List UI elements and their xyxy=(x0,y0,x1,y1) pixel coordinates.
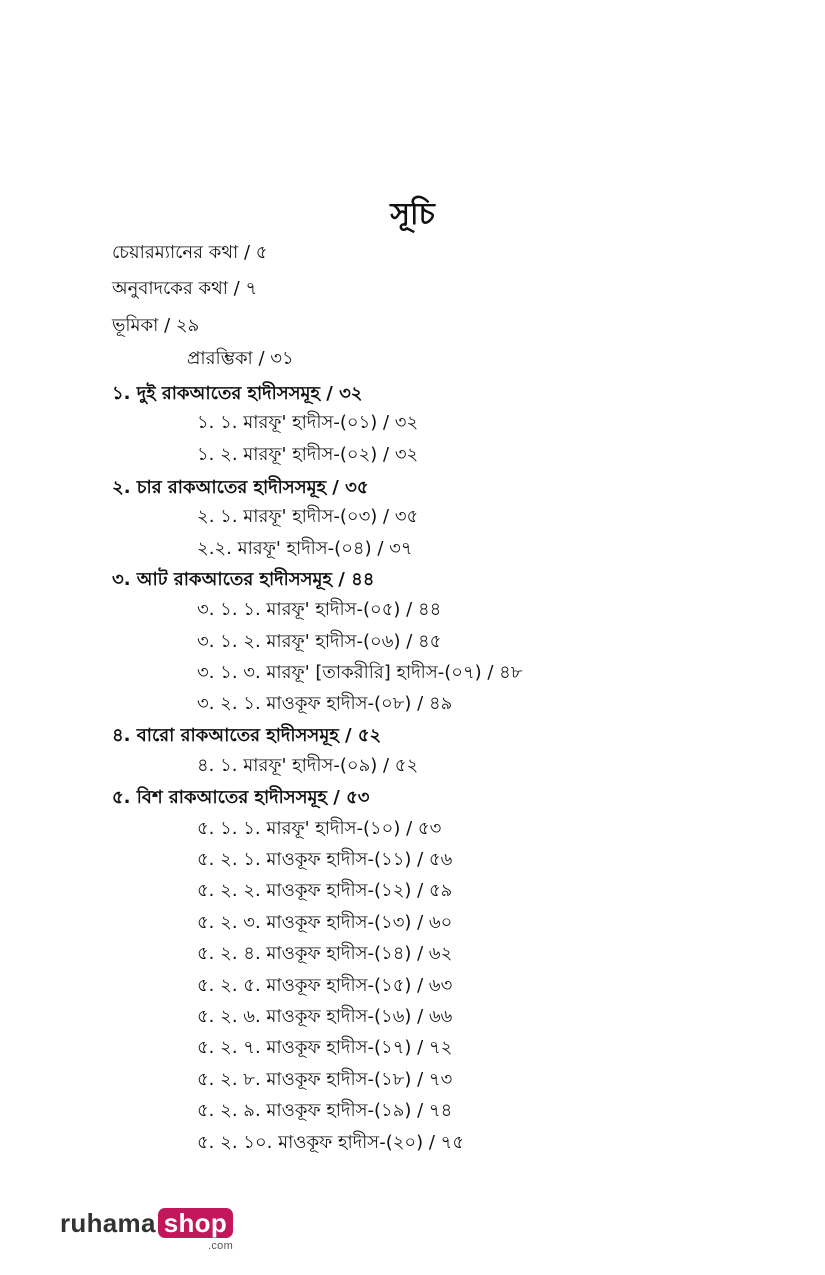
toc-entry: ৫. ২. ১. মাওকূফ হাদীস-(১১) / ৫৬ xyxy=(197,849,453,870)
toc-entry: ৫. ২. ৪. মাওকূফ হাদীস-(১৪) / ৬২ xyxy=(197,943,453,964)
toc-entry: ২.২. মারফূ' হাদীস-(০৪) / ৩৭ xyxy=(197,538,413,559)
watermark-logo xyxy=(60,1208,234,1252)
toc-chapter: ৪. বারো রাকআতের হাদীসসমূহ / ৫২ xyxy=(112,725,382,746)
toc-entry: ৫. ২. ১০. মাওকূফ হাদীস-(২০) / ৭৫ xyxy=(197,1132,465,1153)
toc-entry: ৪. ১. মারফূ' হাদীস-(০৯) / ৫২ xyxy=(197,755,419,776)
watermark-domain: .com xyxy=(208,1240,234,1252)
toc-entry: অনুবাদকের কথা / ৭ xyxy=(112,278,258,299)
toc-entry: ৩. ১. ১. মারফূ' হাদীস-(০৫) / ৪৪ xyxy=(197,599,442,620)
watermark-brand: ruhama xyxy=(60,1208,156,1238)
toc-entry: ৫. ২. ৬. মাওকূফ হাদীস-(১৬) / ৬৬ xyxy=(197,1006,453,1027)
toc-entry: চেয়ারম্যানের কথা / ৫ xyxy=(112,242,268,263)
toc-chapter: ১. দুই রাকআতের হাদীসসমূহ / ৩২ xyxy=(112,383,363,404)
toc-entry: ৩. ১. ৩. মারফূ' [তাকরীরি] হাদীস-(০৭) / ৪৮ xyxy=(197,662,523,683)
toc-entry: ৫. ১. ১. মারফূ' হাদীস-(১০) / ৫৩ xyxy=(197,818,442,839)
toc-chapter: ৩. আট রাকআতের হাদীসসমূহ / ৪৪ xyxy=(112,569,375,590)
toc-chapter: ২. চার রাকআতের হাদীসসমূহ / ৩৫ xyxy=(112,477,369,498)
toc-entry: ৫. ২. ৯. মাওকূফ হাদীস-(১৯) / ৭৪ xyxy=(197,1100,453,1121)
watermark-shop: shop xyxy=(158,1208,233,1238)
toc-entry: ৫. ২. ৭. মাওকূফ হাদীস-(১৭) / ৭২ xyxy=(197,1037,453,1058)
toc-entry: ৫. ২. ৮. মাওকূফ হাদীস-(১৮) / ৭৩ xyxy=(197,1069,453,1090)
page-title: সূচি xyxy=(390,197,435,232)
toc-entry: ৩. ২. ১. মাওকূফ হাদীস-(০৮) / ৪৯ xyxy=(197,693,453,714)
toc-entry: ১. ১. মারফূ' হাদীস-(০১) / ৩২ xyxy=(197,412,419,433)
toc-entry: ৫. ২. ৫. মাওকূফ হাদীস-(১৫) / ৬৩ xyxy=(197,975,453,996)
toc-chapter: ৫. বিশ রাকআতের হাদীসসমূহ / ৫৩ xyxy=(112,787,370,808)
toc-entry: প্রারম্ভিকা / ৩১ xyxy=(187,348,294,369)
toc-entry: ভূমিকা / ২৯ xyxy=(112,315,200,336)
toc-entry: ৫. ২. ৩. মাওকূফ হাদীস-(১৩) / ৬০ xyxy=(197,912,453,933)
toc-entry: ২. ১. মারফূ' হাদীস-(০৩) / ৩৫ xyxy=(197,506,419,527)
toc-entry: ৫. ২. ২. মাওকূফ হাদীস-(১২) / ৫৯ xyxy=(197,880,453,901)
toc-entry: ১. ২. মারফূ' হাদীস-(০২) / ৩২ xyxy=(197,444,419,465)
toc-entry: ৩. ১. ২. মারফূ' হাদীস-(০৬) / ৪৫ xyxy=(197,631,442,652)
